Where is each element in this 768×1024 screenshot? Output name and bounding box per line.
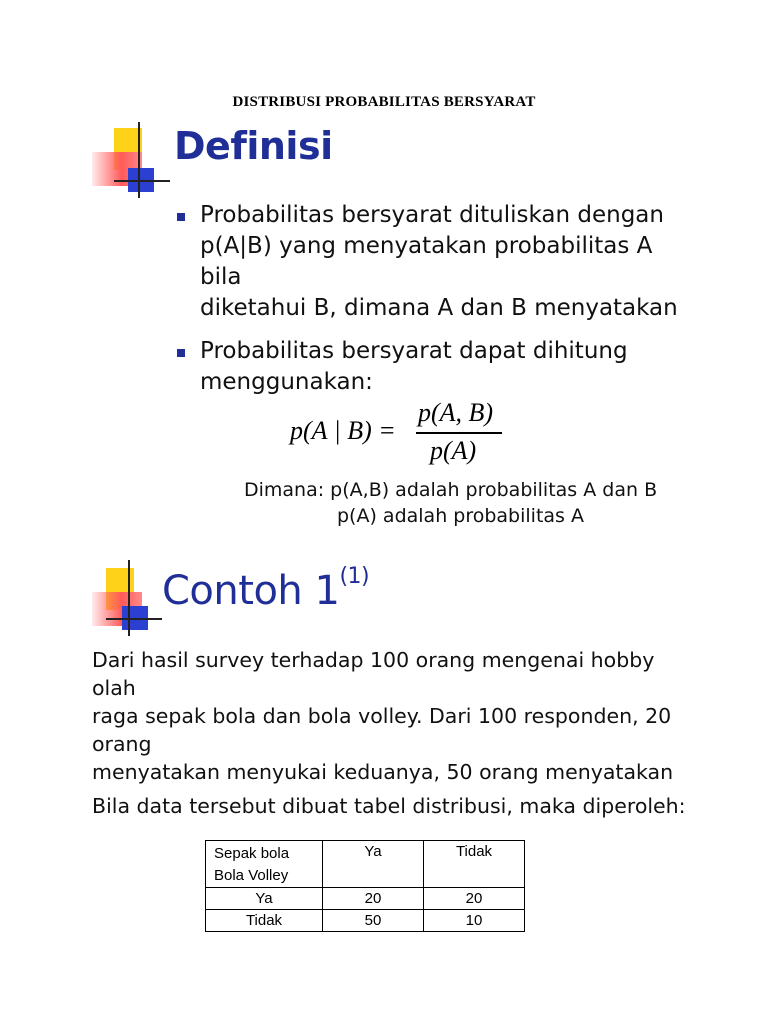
- table-cell: 20: [323, 888, 424, 910]
- table-cell: 10: [424, 910, 525, 932]
- heading-contoh-superscript: (1): [339, 564, 370, 589]
- section-heading-contoh: [162, 564, 370, 614]
- slide-decoration-definisi: [92, 122, 172, 222]
- column-header: Tidak: [424, 841, 525, 888]
- example-paragraph: Dari hasil survey terhadap 100 orang mengenai hobby olah raga sepak bola dan bola volley. Dari 100 responden, 20 orang menyatakan menyukai keduanya, 50 orang menyatakan: [92, 648, 674, 784]
- table-intro-paragraph: Bila data tersebut dibuat tabel distribusi, maka diperoleh:: [92, 794, 686, 818]
- bullet-text-definition: Probabilitas bersyarat dituliskan dengan p(A|B) yang menyatakan probabilitas A bila diketahui B, dimana A dan B menyatakan: [200, 202, 678, 321]
- table-header-row: [206, 841, 525, 888]
- row-label: Tidak: [206, 910, 323, 932]
- row-label: Ya: [206, 888, 323, 910]
- bullet-text-formula-intro: Probabilitas bersyarat dapat dihitung menggunakan:: [200, 338, 628, 395]
- distribution-table: [205, 840, 525, 932]
- fraction-bar: [416, 432, 502, 434]
- page-title: DISTRIBUSI PROBABILITAS BERSYARAT: [232, 94, 536, 110]
- column-header: Ya: [323, 841, 424, 888]
- table-row: [206, 888, 525, 910]
- explanation-line-1: Dimana: p(A,B) adalah probabilitas A dan B: [244, 479, 658, 501]
- corner-label-bottom: Bola Volley: [214, 867, 289, 884]
- formula-denominator: p(A): [430, 436, 477, 465]
- table-cell: 20: [424, 888, 525, 910]
- section-heading-definisi: Definisi: [174, 124, 333, 168]
- table-corner-cell: [206, 841, 323, 888]
- conditional-probability-formula: [290, 398, 520, 470]
- formula-numerator: p(A, B): [418, 398, 494, 427]
- bullet-marker: [177, 213, 185, 221]
- explanation-line-2: p(A) adalah probabilitas A: [337, 505, 584, 527]
- heading-contoh-text: Contoh 1: [162, 568, 340, 614]
- bullet-marker: [177, 349, 185, 357]
- corner-label-top: Sepak bola: [214, 845, 290, 862]
- slide-decoration-contoh: [92, 560, 172, 660]
- formula-lhs: p(A | B) =: [290, 416, 396, 445]
- table-row: [206, 910, 525, 932]
- table-cell: 50: [323, 910, 424, 932]
